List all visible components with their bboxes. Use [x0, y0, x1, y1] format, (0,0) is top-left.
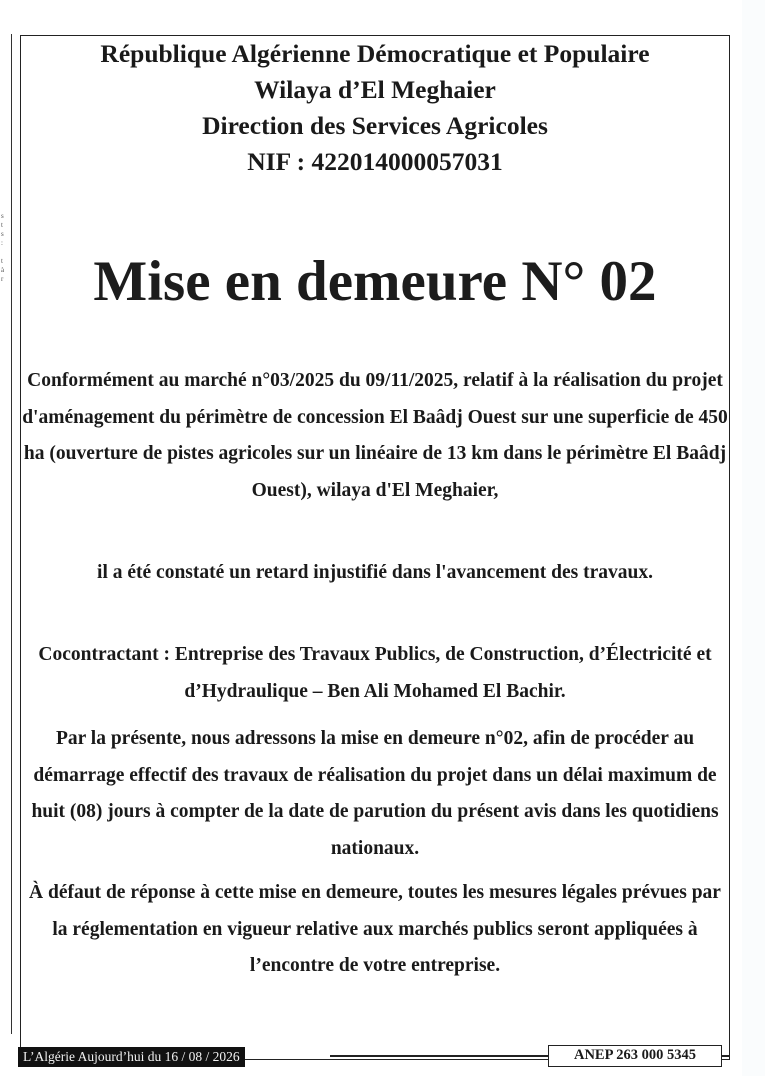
footer-rule	[330, 1055, 548, 1057]
paragraph-formal-notice: Par la présente, nous adressons la mise en demeure n°02, afin de procéder au démarrage effectif des travaux de réalisation du projet dans un délai maximum de huit (08) jours à compter de la date de parution du présent avis dans les quotidiens nationaux.	[31, 728, 719, 859]
adjacent-column-rule	[11, 34, 12, 1034]
footer-rule-end	[722, 1055, 730, 1057]
paragraph-contract-reference: Conformément au marché n°03/2025 du 09/11/2025, relatif à la réalisation du projet d'aménagement du périmètre de concession El Baâdj Ouest sur une superficie de 450 ha (ouverture de pistes agricoles sur un linéaire de 13 km dans le périmètre El Baâdj Ouest), wilaya d'El Meghaier,	[22, 370, 728, 501]
anep-reference: ANEP 263 000 5345	[548, 1045, 722, 1067]
adjacent-column-fragments: s t s : t à r	[1, 212, 5, 283]
publication-credit: L’Algérie Aujourd’hui du 16 / 08 / 2026	[18, 1047, 245, 1067]
paragraph-contractor: Cocontractant : Entreprise des Travaux Publics, de Construction, d’Électricité et d’Hydraulique – Ben Ali Mohamed El Bachir.	[38, 644, 712, 702]
paragraph-legal-measures: À défaut de réponse à cette mise en demeure, toutes les mesures légales prévues par la réglementation en vigueur relative aux marchés publics seront appliquées à l’encontre de votre entreprise.	[29, 882, 721, 976]
header-republic: République Algérienne Démocratique et Populaire	[100, 39, 650, 68]
page-margin	[742, 0, 765, 1076]
header-wilaya: Wilaya d’El Meghaier	[254, 75, 496, 104]
notice-title: Mise en demeure N° 02	[93, 250, 657, 313]
header-direction: Direction des Services Agricoles	[202, 111, 548, 140]
notice-body	[22, 363, 728, 985]
notice-header	[20, 36, 730, 180]
header-nif: NIF : 422014000057031	[247, 147, 503, 176]
paragraph-delay-finding: il a été constaté un retard injustifié dans l'avancement des travaux.	[97, 562, 653, 583]
